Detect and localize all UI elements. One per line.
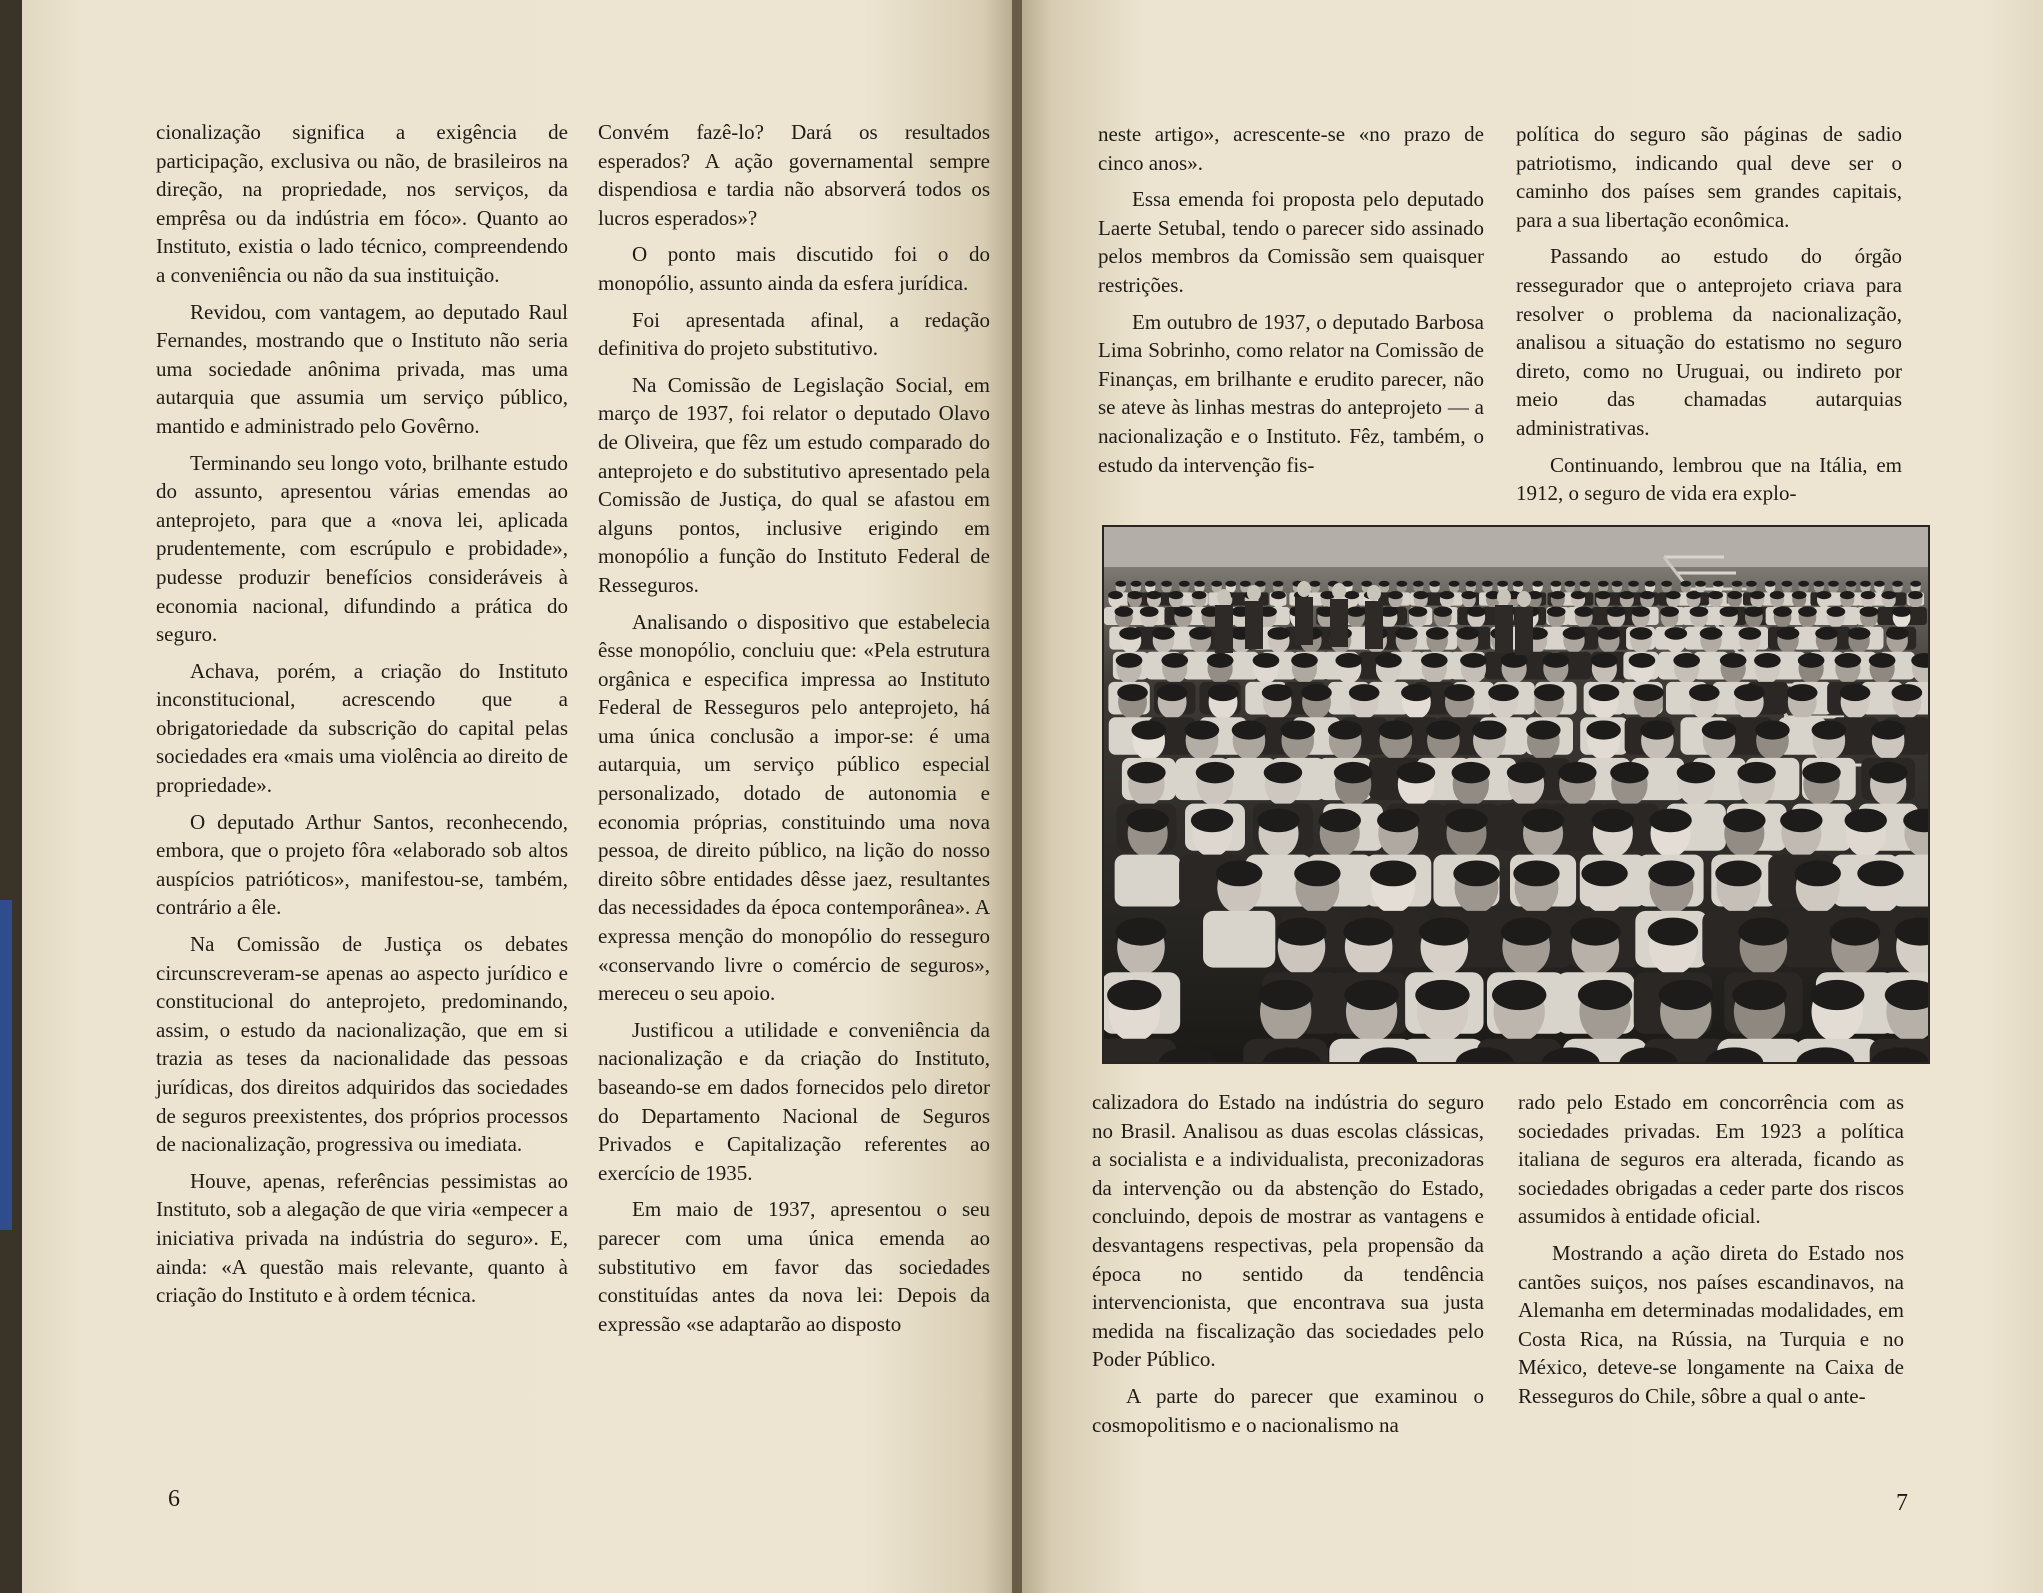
paragraph: Em maio de 1937, apresentou o seu parecer com uma única emenda ao substitutivo em favor das sociedades constituídas antes da nova lei: Depois da expressão «se adaptarão ao disposto: [598, 1197, 990, 1336]
paragraph: política do seguro são páginas de sadio patriotismo, indicando qual deve ser o caminho dos países sem grandes capitais, para a sua libertação econômica.: [1516, 122, 1902, 232]
paragraph: Convém fazê-lo? Dará os resultados esperados? A ação governamental sempre dispendiosa e tardia não absorverá todos os lucros esperados»?: [598, 120, 990, 230]
right-page-column-2-top: [1516, 120, 1902, 508]
paragraph: cionalização significa a exigência de participação, exclusiva ou não, de brasileiros na direção, na propriedade, nos serviços, da emprêsa ou da indústria em fóco». Quanto ao Instituto, existia o lado técnico, compreendendo a conveniência ou não da sua instituição.: [156, 120, 568, 287]
paragraph: Houve, apenas, referências pessimistas ao Instituto, sob a alegação de que viria «empecer a iniciativa privada na indústria do seguro». E, ainda: «A questão mais relevante, quanto à criação do Instituto e à ordem técnica.: [156, 1168, 568, 1308]
paragraph: Analisando o dispositivo que estabelecia êsse monopólio, concluiu que: «Pela estrutura orgânica e especifica impressa ao Instituto Federal de Resseguros pelo anteprojeto, há uma única conclusão a impor-se: é uma autarquia, um serviço público especial personalizado, dotado de autonomia e economia próprias, constituindo uma nova pessoa, de direito público, na lição do nosso direito sôbre entidades dêsse jaez, resultantes das necessidades da época contemporânea». A expressa menção do monopólio do resseguro «conservando livre o comércio de seguros», mereceu o seu apoio.: [598, 609, 990, 1006]
paragraph: Foi apresentada afinal, a redação definitiva do projeto substitutivo.: [598, 307, 990, 361]
blue-edge-mark: [0, 900, 12, 1230]
right-page-column-2-bottom: [1518, 1088, 1904, 1411]
book-gutter: [1012, 0, 1022, 1593]
paragraph: calizadora do Estado na indústria do seguro no Brasil. Analisou as duas escolas clássicas, a socialista e a individualista, preconizadoras da intervenção ou da abstenção do Estado, concluindo, depois de mostrar as vantagens e desvantagens respectivas, pela propensão da época no sentido da tendência intervencionista, que encontrava sua justa medida na fiscalização das sociedades pelo Poder Público.: [1092, 1090, 1484, 1372]
paragraph: neste artigo», acrescente-se «no prazo de cinco anos».: [1098, 122, 1484, 175]
auditorium-audience-photo: [1102, 525, 1930, 1064]
page-number-left: 6: [168, 1486, 180, 1512]
paragraph: A parte do parecer que examinou o cosmopolitismo e o nacionalismo na: [1092, 1383, 1484, 1437]
paragraph: O deputado Arthur Santos, reconhecendo, embora, que o projeto fôra «elaborado sob altos auspícios patrióticos», manifestou-se, também, contrário a êle.: [156, 809, 568, 920]
paragraph: Essa emenda foi proposta pelo deputado Laerte Setubal, tendo o parecer sido assinado pelos membros da Comissão sem quaisquer restrições.: [1098, 187, 1484, 297]
paragraph: Terminando seu longo voto, brilhante estudo do assunto, apresentou várias emendas ao anteprojeto, para que a «nova lei, aplicada prudentemente, com escrúpulo e probidade», pudesse produzir benefícios consideráveis à economia nacional, difundindo a prática do seguro.: [156, 450, 568, 647]
paragraph: rado pelo Estado em concorrência com as sociedades privadas. Em 1923 a política italiana de seguros era alterada, ficando as sociedades obrigadas a ceder parte dos riscos assumidos à entidade oficial.: [1518, 1090, 1904, 1229]
right-page-column-1-bottom: [1092, 1088, 1484, 1439]
paragraph: Mostrando a ação direta do Estado nos cantões suiços, nos países escandinavos, na Alemanha em determinadas modalidades, em Costa Rica, na Rússia, na Turquia e no México, deteve-se longamente na Caixa de Resseguros do Chile, sôbre a qual o ante-: [1518, 1240, 1904, 1408]
paragraph: O ponto mais discutido foi o do monopólio, assunto ainda da esfera jurídica.: [598, 242, 990, 295]
right-page-column-1-top: [1098, 120, 1484, 479]
paragraph: Justificou a utilidade e conveniência da nacionalização e da criação do Instituto, baseando-se em dados fornecidos pelo diretor do Departamento Nacional de Seguros Privados e Capitalização referentes ao exercício de 1935.: [598, 1017, 990, 1185]
paragraph: Continuando, lembrou que na Itália, em 1912, o seguro de vida era explo-: [1516, 452, 1902, 506]
paragraph: Em outubro de 1937, o deputado Barbosa Lima Sobrinho, como relator na Comissão de Finanças, em brilhante e erudito parecer, não se ateve às linhas mestras do anteprojeto — a nacionalização e o Instituto. Fêz, também, o estudo da intervenção fis-: [1098, 309, 1484, 477]
page-number-right: 7: [1896, 1490, 1908, 1516]
left-page-column-2: [598, 118, 990, 1338]
paragraph: Achava, porém, a criação do Instituto inconstitucional, acrescendo que a obrigatoriedade da subscrição do capital pelas sociedades era «mais uma violência ao direito de propriedade».: [156, 658, 568, 798]
left-page-column-1: [156, 118, 568, 1310]
paragraph: Na Comissão de Legislação Social, em março de 1937, foi relator o deputado Olavo de Oliveira, que fêz um estudo comparado do anteprojeto e do substitutivo apresentado pela Comissão de Justiça, do qual se afastou em alguns pontos, inclusive erigindo em monopólio a função do Instituto Federal de Resseguros.: [598, 372, 990, 597]
paragraph: Na Comissão de Justiça os debates circunscreveram-se apenas ao aspecto jurídico e constitucional do anteprojeto, predominando, assim, o estudo da nacionalização, que em si trazia as teses da nacionalidade das pessoas jurídicas, dos direitos adquiridos das sociedades de seguros preexistentes, dos próprios processos de nacionalização, progressiva ou imediata.: [156, 932, 568, 1157]
paragraph: Passando ao estudo do órgão ressegurador que o anteprojeto criava para resolver o problema da nacionalização, analisou a situação do estatismo no seguro direto, como no Uruguai, ou indireto por meio das chamadas autarquias administrativas.: [1516, 244, 1902, 440]
paragraph: Revidou, com vantagem, ao deputado Raul Fernandes, mostrando que o Instituto não seria uma sociedade anônima privada, mas uma autarquia que assumia um serviço público, mantido e administrado pelo Govêrno.: [156, 299, 568, 438]
